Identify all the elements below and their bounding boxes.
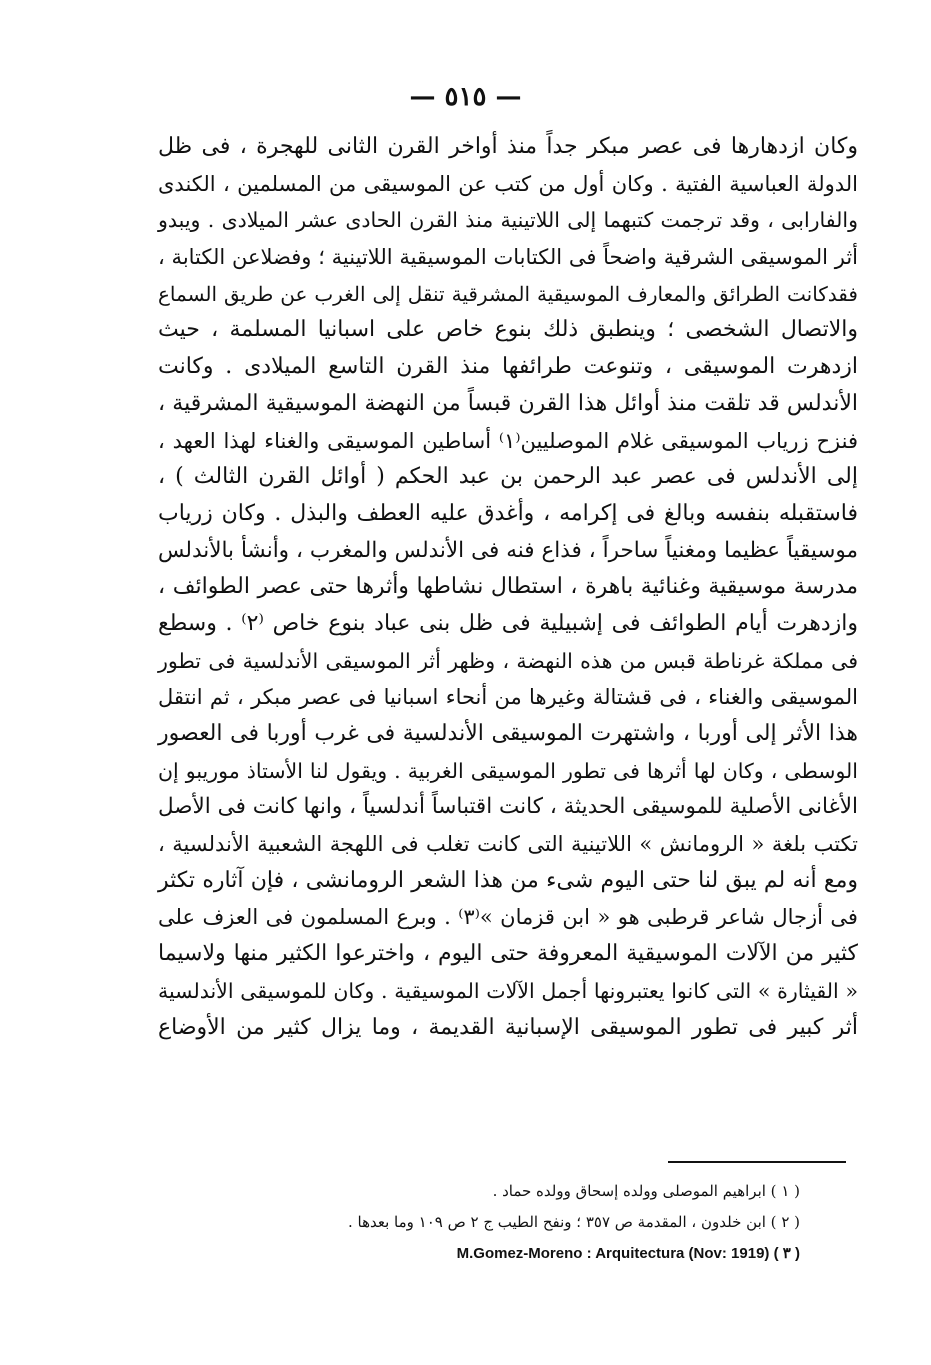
footnote-3-text: M.Gomez-Moreno : Arquitectura (Nov: 1919) [456, 1245, 770, 1262]
text-line: وكان ازدهارها فى عصر مبكر جداً منذ أواخر القرن الثانى للهجرة ، فى ظل [158, 134, 858, 159]
text-line: والفارابى ، وقد ترجمت كتبهما إلى اللاتينية منذ القرن الحادى عشر الميلادى . ويبدو [158, 208, 858, 233]
text-line: وازدهرت أيام الطوائف فى إشبيلية فى ظل بنى عباد بنوع خاص ⁽٢⁾ . وسطع [158, 610, 859, 636]
text-line: تكتب بلغة « الرومانش » اللاتينية التى كانت تغلب فى اللهجة الشعبية الأندلسية ، [158, 832, 858, 857]
footnote-divider [668, 1161, 846, 1163]
text-line: أثر كبير فى تطور الموسيقى الإسبانية القديمة ، وما يزال كثير من الأوضاع [158, 1014, 858, 1040]
footnote-1: ( ١ ) ابراهيم الموصلى وولده إسحاق وولده حماد . [492, 1182, 800, 1200]
text-line: الأندلس قد تلقت منذ أوائل هذا القرن قبساً من النهضة الموسيقية المشرقية ، [158, 390, 858, 416]
footnote-3-marker: ( ٣ ) [773, 1245, 800, 1262]
text-line: كثير من الآلات الموسيقية المعروفة حتى اليوم ، واخترعوا الكثير منها ولاسيما [158, 941, 858, 967]
page-number: — ٥١٥ — [409, 82, 522, 112]
text-line: فى أزجال شاعر قرطبى هو « ابن قزمان »⁽٣⁾ . وبرع المسلمون فى العزف على [158, 905, 858, 930]
text-line: الدولة العباسية الفتية . وكان أول من كتب عن الموسيقى من المسلمين ، الكندى [158, 171, 858, 196]
body-text [158, 129, 858, 1046]
footnote-2: ( ٢ ) ابن خلدون ، المقدمة ص ٣٥٧ ؛ ونفح الطيب ج ٢ ص ١٠٩ وما بعدها . [347, 1213, 800, 1231]
text-line: فنزح زرياب الموسيقى غلام الموصليين⁽١⁾ أساطين الموسيقى والغناء لهذا العهد ، [158, 428, 858, 453]
text-line: أثر الموسيقى الشرقية واضحاً فى الكتابات الموسيقية اللاتينية ؛ وفضلاعن الكتابة ، [158, 245, 858, 270]
text-line: فاستقبله بنفسه وبالغ فى إكرامه ، وأغدق عليه العطف والبذل . وكان زرياب [158, 500, 858, 526]
text-line: الأغانى الأصلية للموسيقى الحديثة ، كانت اقتباساً أندلسياً ، وانها كانت فى الأصل [158, 794, 858, 820]
text-line: ومع أنه لم يبق لنا حتى اليوم شىء من هذا الشعر الرومانشى ، فإن آثاره تكثر [158, 867, 858, 893]
text-line: الوسطى ، وكان لها أثرها فى تطور الموسيقى الغربية . ويقول لنا الأستاذ موريبو إن [158, 758, 858, 783]
text-line: ازدهرت الموسيقى ، وتنوعت طرائفها منذ القرن التاسع الميلادى . وكانت [158, 354, 858, 380]
text-line: والاتصال الشخصى ؛ وينطبق ذلك بنوع خاص على اسبانيا المسلمة ، حيث [158, 317, 858, 343]
text-line: هذا الأثر إلى أوربا ، واشتهرت الموسيقى الأندلسية فى غرب أوربا فى العصور [158, 721, 858, 746]
footnotes [200, 1176, 800, 1269]
text-line: فقدكانت الطرائق والمعارف الموسيقية المشرقية تنقل إلى الغرب عن طريق السماع [158, 281, 858, 306]
text-line: مدرسة موسيقية وغنائية باهرة ، استطال نشاطها وأثرها حتى عصر الطوائف ، [158, 574, 858, 600]
text-line: إلى الأندلس فى عصر عبد الرحمن بن عبد الحكم ( أوائل القرن الثالث ) ، [158, 464, 858, 490]
footnote-3 [200, 1238, 800, 1269]
text-line: الموسيقى والغناء ، فى قشتالة وغيرها من أنحاء اسبانيا فى عصر مبكر ، ثم انتقل [158, 685, 858, 710]
text-line: فى مملكة غرناطة قبس من هذه النهضة ، وظهر أثر الموسيقى الأندلسية فى تطور [158, 648, 858, 673]
text-line: « القيثارة » التى كانوا يعتبرونها أجمل الآلات الموسيقية . وكان للموسيقى الأندلسية [158, 978, 858, 1003]
text-line: موسيقياً عظيما ومغنياً ساحراً ، فذاع فنه فى الأندلس والمغرب ، وأنشأ بالأندلس [158, 537, 858, 563]
